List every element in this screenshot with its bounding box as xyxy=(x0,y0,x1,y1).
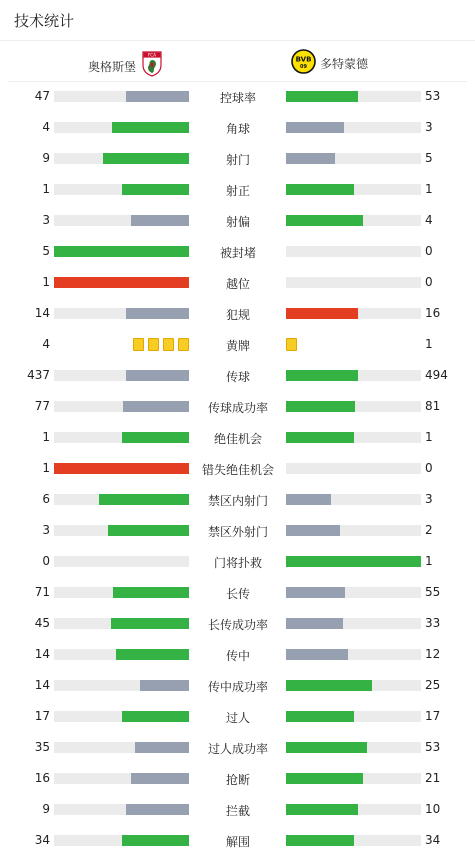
stat-row xyxy=(0,546,475,577)
yellow-card-icon xyxy=(286,338,297,351)
stat-label: 角球 xyxy=(225,122,250,136)
away-stat-bar xyxy=(286,432,421,443)
home-stat-bar xyxy=(54,711,189,722)
away-stat-bar xyxy=(286,246,421,257)
home-stat-bar xyxy=(54,308,189,319)
home-team[interactable] xyxy=(88,51,162,81)
stat-row xyxy=(0,143,475,174)
stat-row xyxy=(0,298,475,329)
away-stat-bar-fill xyxy=(286,742,367,753)
home-stat-value: 14 xyxy=(34,306,50,320)
stat-label: 被封堵 xyxy=(219,246,256,260)
away-stat-value: 33 xyxy=(425,616,441,630)
away-stat-bar xyxy=(286,618,421,629)
stat-row xyxy=(0,732,475,763)
home-stat-value: 1 xyxy=(42,275,50,289)
away-stat-bar xyxy=(286,308,421,319)
away-stat-value: 1 xyxy=(425,430,433,444)
svg-text:FCA: FCA xyxy=(147,52,157,58)
away-stat-value: 10 xyxy=(425,802,441,816)
away-stat-value: 1 xyxy=(425,337,433,351)
home-stat-value: 6 xyxy=(42,492,50,506)
stat-row xyxy=(0,81,475,112)
yellow-card-icon xyxy=(163,338,174,351)
stat-row xyxy=(0,112,475,143)
home-stat-value: 16 xyxy=(34,771,50,785)
away-stat-value: 1 xyxy=(425,554,433,568)
away-stat-bar-fill xyxy=(286,184,354,195)
stat-row xyxy=(0,701,475,732)
away-stat-value: 55 xyxy=(425,585,441,599)
home-stat-bar-fill xyxy=(123,401,189,412)
away-stat-value: 81 xyxy=(425,399,441,413)
stat-row xyxy=(0,608,475,639)
home-stat-bar-fill xyxy=(131,215,189,226)
away-stat-bar-fill xyxy=(286,122,344,133)
home-stat-bar xyxy=(54,773,189,784)
stats-list xyxy=(0,81,475,856)
away-stat-bar-fill xyxy=(286,308,358,319)
home-stat-value: 5 xyxy=(42,244,50,258)
away-stat-bar xyxy=(286,742,421,753)
home-stat-bar xyxy=(54,587,189,598)
stat-row xyxy=(0,360,475,391)
stat-row xyxy=(0,422,475,453)
away-stat-bar-fill xyxy=(286,804,358,815)
home-stat-bar xyxy=(54,742,189,753)
away-stat-bar-fill xyxy=(286,153,335,164)
home-stat-bar xyxy=(54,618,189,629)
away-stat-bar-fill xyxy=(286,494,331,505)
home-stat-bar-fill xyxy=(122,432,190,443)
away-stat-bar xyxy=(286,680,421,691)
stat-label: 射偏 xyxy=(225,215,250,229)
stat-row xyxy=(0,267,475,298)
home-stat-bar-fill xyxy=(103,153,189,164)
away-stat-bar xyxy=(286,525,421,536)
stat-row xyxy=(0,205,475,236)
home-stat-bar xyxy=(54,215,189,226)
home-stat-bar xyxy=(54,153,189,164)
stat-row xyxy=(0,391,475,422)
home-stat-value: 437 xyxy=(27,368,50,382)
home-stat-bar xyxy=(54,494,189,505)
home-stat-bar xyxy=(54,370,189,381)
home-stat-bar xyxy=(54,556,189,567)
away-stat-bar xyxy=(286,122,421,133)
away-stat-bar xyxy=(286,463,421,474)
stat-row xyxy=(0,794,475,825)
away-stat-bar xyxy=(286,277,421,288)
stat-label: 传球 xyxy=(225,370,250,384)
away-stat-bar-fill xyxy=(286,618,343,629)
stat-label: 禁区外射门 xyxy=(207,525,268,539)
yellow-card-icon xyxy=(178,338,189,351)
home-stat-bar-fill xyxy=(122,184,190,195)
stat-row xyxy=(0,825,475,856)
stat-label: 错失绝佳机会 xyxy=(201,463,274,477)
away-stat-bar-fill xyxy=(286,587,345,598)
stat-label: 拦截 xyxy=(225,804,250,818)
away-stat-bar-fill xyxy=(286,401,355,412)
yellow-card-icon xyxy=(148,338,159,351)
home-stat-bar-fill xyxy=(108,525,189,536)
stat-row xyxy=(0,236,475,267)
away-stat-value: 0 xyxy=(425,244,433,258)
dortmund-crest-icon xyxy=(291,49,316,78)
home-stat-bar xyxy=(54,835,189,846)
home-stat-bar-fill xyxy=(126,804,189,815)
home-stat-bar xyxy=(54,401,189,412)
svg-text:09: 09 xyxy=(300,64,307,70)
home-stat-value: 14 xyxy=(34,678,50,692)
away-stat-bar xyxy=(286,649,421,660)
stat-label: 过人 xyxy=(225,711,250,725)
home-stat-bar-fill xyxy=(122,711,190,722)
away-team-name: 多特蒙德 xyxy=(320,57,369,71)
home-stat-value: 14 xyxy=(34,647,50,661)
home-stat-bar xyxy=(54,184,189,195)
home-stat-value: 35 xyxy=(34,740,50,754)
stat-label: 传球成功率 xyxy=(207,401,268,415)
away-stat-value: 17 xyxy=(425,709,441,723)
stat-row xyxy=(0,639,475,670)
stat-label: 长传 xyxy=(225,587,250,601)
away-team[interactable] xyxy=(291,49,368,78)
home-stat-bar-fill xyxy=(111,618,189,629)
away-stat-bar xyxy=(286,91,421,102)
stat-label: 长传成功率 xyxy=(207,618,268,632)
away-stat-bar xyxy=(286,711,421,722)
home-stat-bar xyxy=(54,680,189,691)
away-stat-bar-fill xyxy=(286,370,358,381)
stat-row xyxy=(0,484,475,515)
home-stat-bar-fill xyxy=(54,463,189,474)
away-stat-value: 3 xyxy=(425,120,433,134)
page-title: 技术统计 xyxy=(14,12,75,30)
stat-row xyxy=(0,577,475,608)
away-stat-value: 25 xyxy=(425,678,441,692)
away-stat-bar xyxy=(286,556,421,567)
augsburg-crest-icon xyxy=(142,51,162,81)
svg-text:BVB: BVB xyxy=(295,55,312,64)
stat-row xyxy=(0,174,475,205)
home-stat-bar-fill xyxy=(54,246,189,257)
away-stat-bar xyxy=(286,153,421,164)
away-stat-bar xyxy=(286,370,421,381)
away-stat-bar xyxy=(286,401,421,412)
stat-row xyxy=(0,670,475,701)
home-stat-value: 45 xyxy=(34,616,50,630)
home-stat-bar-fill xyxy=(135,742,189,753)
home-stat-value: 17 xyxy=(34,709,50,723)
stat-label: 传中 xyxy=(225,649,250,663)
away-stat-bar xyxy=(286,804,421,815)
yellow-card-icon xyxy=(133,338,144,351)
away-stat-bar-fill xyxy=(286,835,354,846)
stat-row xyxy=(0,515,475,546)
home-stat-bar-fill xyxy=(126,308,189,319)
away-stat-value: 1 xyxy=(425,182,433,196)
away-yellow-cards xyxy=(286,338,297,351)
away-stat-bar xyxy=(286,184,421,195)
home-stat-value: 77 xyxy=(34,399,50,413)
stat-label: 控球率 xyxy=(219,91,256,105)
stat-label: 禁区内射门 xyxy=(207,494,268,508)
home-stat-bar xyxy=(54,246,189,257)
stat-label: 抢断 xyxy=(225,773,250,787)
away-stat-value: 16 xyxy=(425,306,441,320)
stat-row xyxy=(0,453,475,484)
stat-label: 越位 xyxy=(225,277,250,291)
home-stat-value: 9 xyxy=(42,151,50,165)
stat-label: 射门 xyxy=(225,153,250,167)
home-stat-bar xyxy=(54,122,189,133)
away-stat-bar-fill xyxy=(286,556,421,567)
away-stat-value: 5 xyxy=(425,151,433,165)
home-stat-bar-fill xyxy=(140,680,189,691)
stat-label: 传中成功率 xyxy=(207,680,268,694)
home-stat-value: 34 xyxy=(34,833,50,847)
home-stat-value: 1 xyxy=(42,182,50,196)
stat-row xyxy=(0,329,475,360)
home-stat-bar xyxy=(54,649,189,660)
away-stat-value: 21 xyxy=(425,771,441,785)
away-stat-bar xyxy=(286,835,421,846)
away-stat-bar xyxy=(286,215,421,226)
away-stat-bar xyxy=(286,587,421,598)
home-stat-bar-fill xyxy=(116,649,189,660)
home-stat-bar-fill xyxy=(112,122,189,133)
teams-header xyxy=(0,41,475,81)
away-stat-bar-fill xyxy=(286,680,372,691)
home-stat-value: 71 xyxy=(34,585,50,599)
away-stat-value: 12 xyxy=(425,647,441,661)
home-stat-value: 9 xyxy=(42,802,50,816)
stat-label: 过人成功率 xyxy=(207,742,268,756)
away-stat-value: 3 xyxy=(425,492,433,506)
home-stat-bar xyxy=(54,277,189,288)
away-stat-value: 53 xyxy=(425,740,441,754)
away-stat-bar xyxy=(286,773,421,784)
away-stat-bar-fill xyxy=(286,525,340,536)
away-stat-bar-fill xyxy=(286,711,354,722)
home-stat-bar xyxy=(54,91,189,102)
home-stat-bar-fill xyxy=(54,277,189,288)
home-stat-bar xyxy=(54,463,189,474)
home-stat-value: 3 xyxy=(42,523,50,537)
home-stat-value: 1 xyxy=(42,461,50,475)
home-stat-bar-fill xyxy=(126,370,189,381)
away-stat-bar xyxy=(286,494,421,505)
stat-row xyxy=(0,763,475,794)
stat-label: 犯规 xyxy=(225,308,250,322)
home-stat-bar-fill xyxy=(113,587,189,598)
stat-label: 门将扑救 xyxy=(213,556,262,570)
home-stat-bar-fill xyxy=(131,773,189,784)
home-stat-bar-fill xyxy=(126,91,189,102)
stat-label: 射正 xyxy=(225,184,250,198)
away-stat-value: 0 xyxy=(425,275,433,289)
home-yellow-cards xyxy=(133,338,189,351)
stat-label: 绝佳机会 xyxy=(213,432,262,446)
home-team-name: 奥格斯堡 xyxy=(87,59,136,74)
away-stat-value: 4 xyxy=(425,213,433,227)
home-stat-bar xyxy=(54,525,189,536)
away-stat-bar-fill xyxy=(286,773,363,784)
away-stat-value: 53 xyxy=(425,89,441,103)
away-stat-value: 34 xyxy=(425,833,441,847)
away-stat-value: 0 xyxy=(425,461,433,475)
stat-label: 解围 xyxy=(225,835,250,849)
home-stat-value: 3 xyxy=(42,213,50,227)
home-stat-value: 0 xyxy=(42,554,50,568)
away-stat-value: 494 xyxy=(425,368,448,382)
home-stat-value: 47 xyxy=(34,89,50,103)
home-stat-bar xyxy=(54,804,189,815)
away-stat-bar-fill xyxy=(286,91,358,102)
away-stat-bar-fill xyxy=(286,649,348,660)
away-stat-value: 2 xyxy=(425,523,433,537)
home-stat-bar xyxy=(54,432,189,443)
away-stat-bar-fill xyxy=(286,215,363,226)
stat-label: 黄牌 xyxy=(225,339,250,353)
home-stat-bar-fill xyxy=(99,494,189,505)
home-stat-value: 4 xyxy=(42,337,50,351)
home-stat-bar-fill xyxy=(122,835,190,846)
home-stat-value: 4 xyxy=(42,120,50,134)
home-stat-value: 1 xyxy=(42,430,50,444)
away-stat-bar-fill xyxy=(286,432,354,443)
